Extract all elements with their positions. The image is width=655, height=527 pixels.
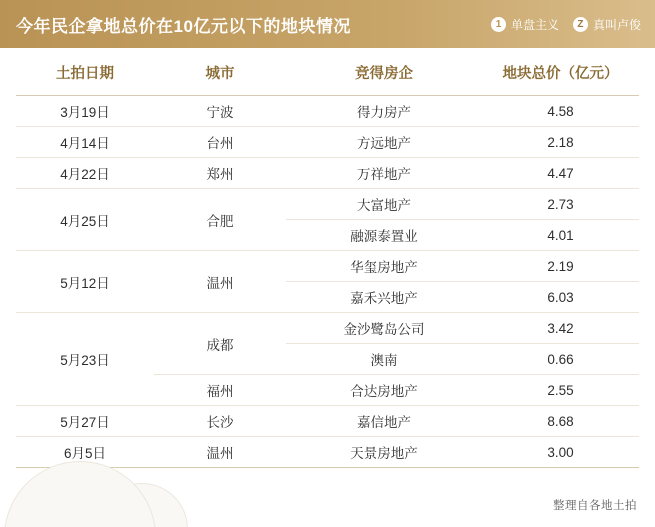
document-header [0,0,655,48]
cell-date: 3月19日 [16,96,154,127]
cell-price: 6.03 [482,282,639,313]
cell-firm: 澳南 [286,344,482,375]
land-auction-table [16,48,639,468]
cell-price: 4.01 [482,220,639,251]
table-row [16,313,639,344]
cell-price: 2.19 [482,251,639,282]
page-title: 今年民企拿地总价在10亿元以下的地块情况 [16,16,351,36]
table-row [16,406,639,437]
cell-date: 4月22日 [16,158,154,189]
cell-firm: 融源泰置业 [286,220,482,251]
cell-city: 宁波 [154,96,286,127]
source-note: 整理自各地土拍 [553,500,637,512]
cell-city: 长沙 [154,406,286,437]
cell-city: 合肥 [154,189,286,251]
cell-firm: 万祥地产 [286,158,482,189]
cell-city: 福州 [154,375,286,406]
brand-badge-icon: 1 [491,17,506,32]
brand-zhenjiaolujun [573,16,641,33]
cell-city: 台州 [154,127,286,158]
cell-firm: 方远地产 [286,127,482,158]
table-container [0,48,655,468]
cell-firm: 华玺房地产 [286,251,482,282]
table-row [16,96,639,127]
table-header-row [16,48,639,96]
watermark-circle [96,483,188,527]
brand-danpanzhuyi [491,16,559,33]
cell-date: 4月14日 [16,127,154,158]
cell-price: 4.58 [482,96,639,127]
cell-price: 3.42 [482,313,639,344]
cell-firm: 金沙鹭岛公司 [286,313,482,344]
cell-date: 4月25日 [16,189,154,251]
cell-price: 4.47 [482,158,639,189]
cell-firm: 嘉禾兴地产 [286,282,482,313]
cell-city: 郑州 [154,158,286,189]
cell-firm: 合达房地产 [286,375,482,406]
table-row [16,437,639,468]
brand-label: 真叫卢俊 [592,17,641,32]
cell-price: 2.73 [482,189,639,220]
cell-city: 温州 [154,437,286,468]
table-row [16,158,639,189]
cell-price: 0.66 [482,344,639,375]
table-row [16,127,639,158]
cell-firm: 天景房地产 [286,437,482,468]
cell-price: 2.55 [482,375,639,406]
cell-city: 温州 [154,251,286,313]
cell-price: 2.18 [482,127,639,158]
column-header-price: 地块总价（亿元） [482,48,639,96]
cell-price: 3.00 [482,437,639,468]
cell-date: 5月23日 [16,313,154,406]
brand-label: 单盘主义 [510,17,559,32]
table-row [16,189,639,220]
column-header-city: 城市 [154,48,286,96]
cell-date: 5月27日 [16,406,154,437]
cell-date: 5月12日 [16,251,154,313]
column-header-date: 土拍日期 [16,48,154,96]
cell-price: 8.68 [482,406,639,437]
table-body [16,96,639,468]
table-row [16,251,639,282]
watermark-circle [30,467,152,527]
cell-firm: 嘉信地产 [286,406,482,437]
brand-group [491,16,641,33]
watermark-circle [4,461,156,527]
cell-date: 6月5日 [16,437,154,468]
cell-firm: 大富地产 [286,189,482,220]
cell-firm: 得力房产 [286,96,482,127]
brand-badge-icon: Z [573,17,588,32]
column-header-firm: 竞得房企 [286,48,482,96]
cell-city: 成都 [154,313,286,375]
